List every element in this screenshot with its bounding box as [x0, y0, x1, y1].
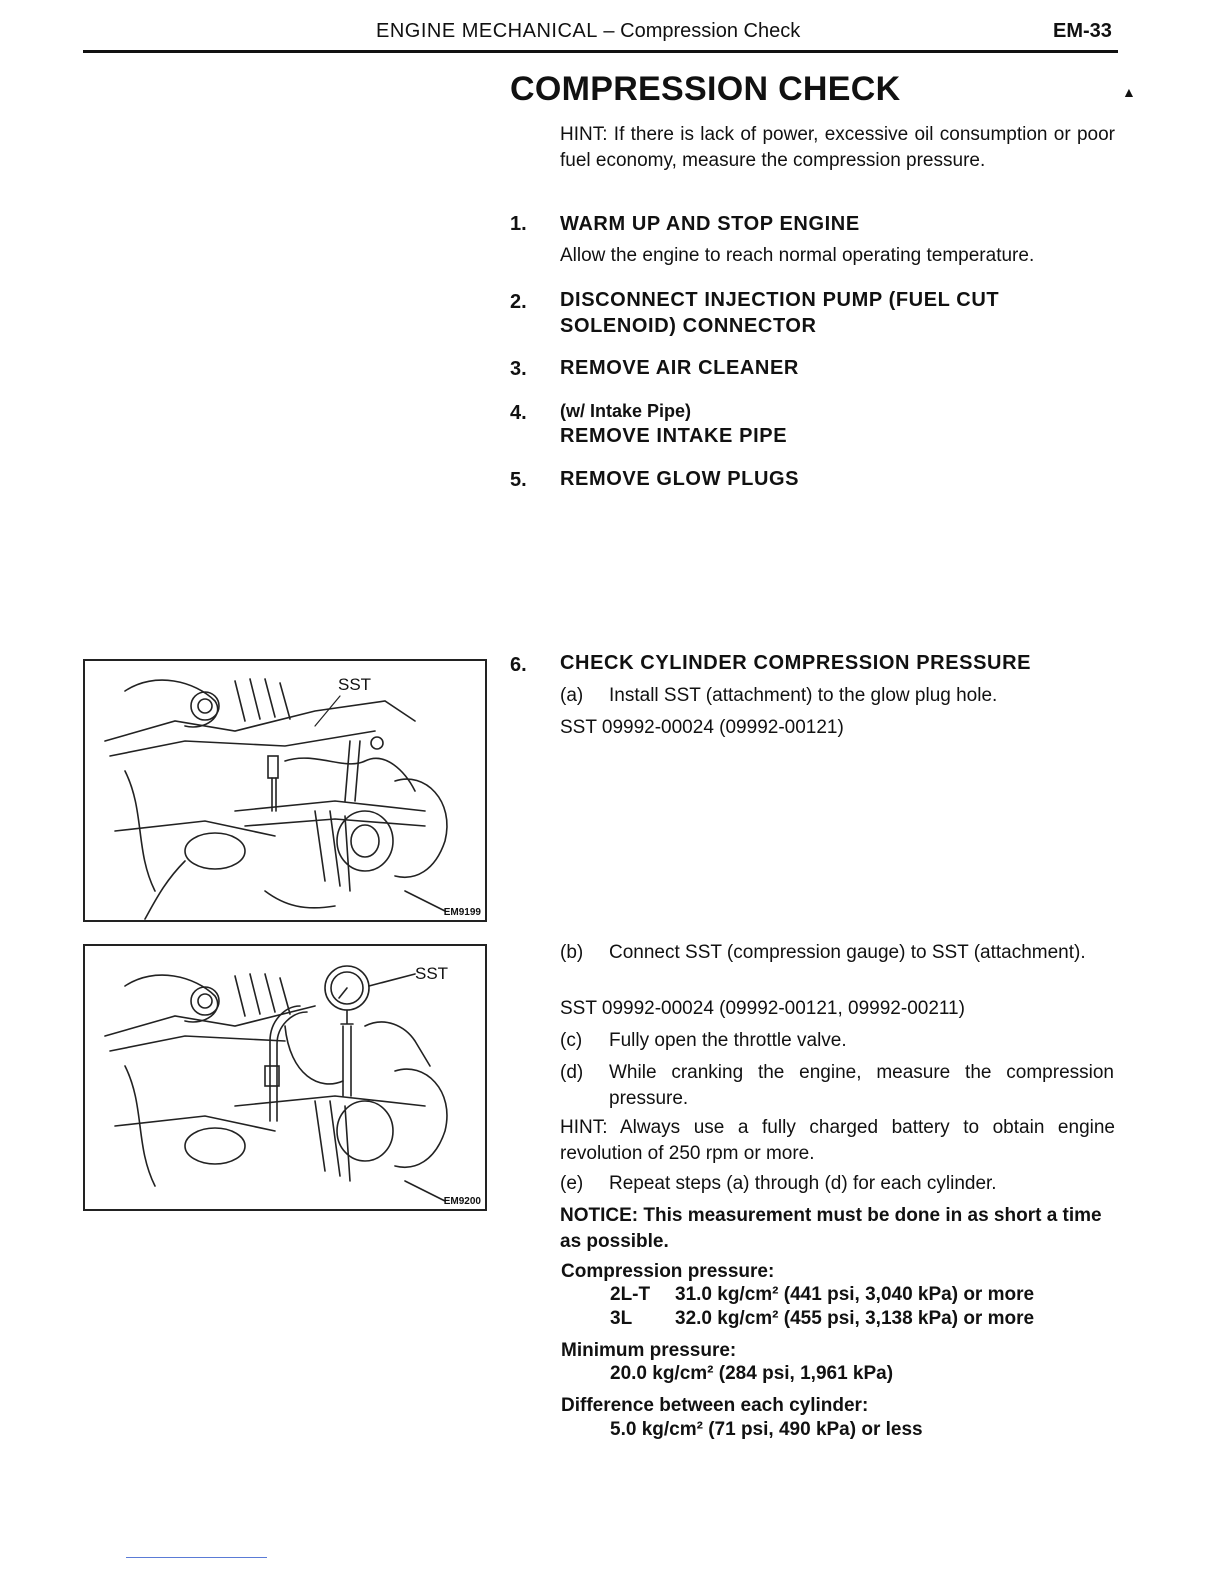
step-6d-text: While cranking the engine, measure the compression pressure. [609, 1062, 1114, 1109]
step-1-title: WARM UP AND STOP ENGINE [560, 213, 860, 235]
minimum-pressure-value: 20.0 kg/cm² (284 psi, 1,961 kPa) [610, 1363, 894, 1384]
step-6b-label: (b) [560, 942, 584, 963]
spec-model-3l: 3L [610, 1308, 633, 1329]
sst-number-b: SST 09992-00024 (09992-00121, 09992-00211) [560, 998, 965, 1019]
header-section: ENGINE MECHANICAL [376, 20, 598, 42]
notice: NOTICE: This measurement must be done in as short a time as possible. [560, 1205, 1102, 1252]
running-header [376, 20, 800, 43]
spec-model-2lt: 2L-T [610, 1284, 651, 1305]
step-4-title: REMOVE INTAKE PIPE [560, 425, 788, 447]
figure-compression-gauge [83, 944, 487, 1211]
header-subsection: Compression Check [620, 20, 801, 42]
step-6c-label: (c) [560, 1030, 583, 1051]
step-2-number: 2. [510, 291, 527, 313]
step-4-number: 4. [510, 402, 527, 424]
difference-label: Difference between each cylinder: [561, 1395, 869, 1416]
step-6b-text: Connect SST (compression gauge) to SST (attachment). [609, 942, 1086, 963]
header-dash: – [597, 20, 621, 42]
step-6a-text: Install SST (attachment) to the glow plug hole. [609, 685, 998, 706]
spec-value-2lt: 31.0 kg/cm² (441 psi, 3,040 kPa) or more [675, 1284, 1035, 1305]
footer-blue-line [126, 1557, 267, 1558]
arrow-mark-icon: ▲ [1122, 84, 1136, 100]
step-6e-text: Repeat steps (a) through (d) for each cylinder. [609, 1173, 997, 1194]
page-title: COMPRESSION CHECK [510, 70, 901, 108]
step-4-qualifier: (w/ Intake Pipe) [560, 401, 692, 421]
step-3-number: 3. [510, 358, 527, 380]
step-6-number: 6. [510, 654, 527, 676]
figure-2-code: EM9200 [443, 1196, 481, 1207]
step-3-title: REMOVE AIR CLEANER [560, 357, 799, 379]
step-5-number: 5. [510, 469, 527, 491]
step-2-title: DISCONNECT INJECTION PUMP (FUEL CUT SOLENOID) CONNECTOR [560, 289, 1000, 337]
page-number: EM-33 [1053, 20, 1112, 42]
compression-pressure-label: Compression pressure: [561, 1261, 775, 1282]
step-6c-text: Fully open the throttle valve. [609, 1030, 847, 1051]
figure-1-code: EM9199 [443, 907, 481, 918]
step-1-number: 1. [510, 213, 527, 235]
figure-1-sst-label: SST [338, 675, 372, 694]
figure-sst-attachment [83, 659, 487, 922]
step-6-hint: HINT: Always use a fully charged battery to obtain engine revolution of 250 rpm or more. [560, 1117, 1115, 1164]
difference-value: 5.0 kg/cm² (71 psi, 490 kPa) or less [610, 1419, 923, 1440]
spec-value-3l: 32.0 kg/cm² (455 psi, 3,138 kPa) or more [675, 1308, 1035, 1329]
step-6-title: CHECK CYLINDER COMPRESSION PRESSURE [560, 652, 1032, 674]
sst-number-a: SST 09992-00024 (09992-00121) [560, 717, 844, 738]
step-6e-label: (e) [560, 1173, 584, 1194]
step-1-text: Allow the engine to reach normal operating temperature. [560, 245, 1035, 266]
minimum-pressure-label: Minimum pressure: [561, 1340, 737, 1361]
engine-illustration-2 [85, 946, 485, 1209]
intro-hint: HINT: If there is lack of power, excessive oil consumption or poor fuel economy, measure the compression pressure. [560, 124, 1115, 171]
header-rule [83, 50, 1118, 53]
engine-illustration-1 [85, 661, 485, 920]
step-6d-label: (d) [560, 1062, 584, 1083]
step-6a-label: (a) [560, 685, 584, 706]
step-5-title: REMOVE GLOW PLUGS [560, 468, 800, 490]
figure-2-sst-label: SST [415, 964, 449, 983]
